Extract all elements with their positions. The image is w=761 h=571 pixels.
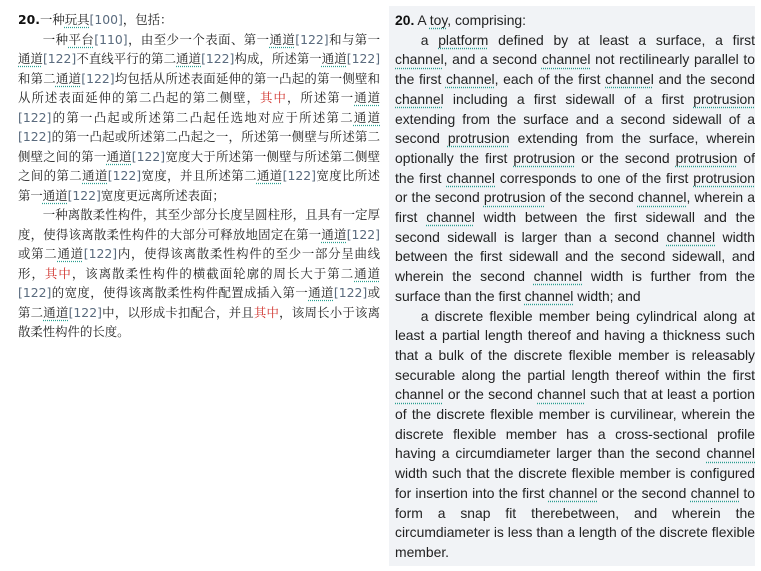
chinese-claim-panel (18, 10, 380, 342)
highlighted-term: protrusion (675, 149, 738, 166)
highlighted-term: channel (637, 189, 687, 206)
text-run: a discrete flexible member being cylindrical along at least a partial length thereof and having a thickness such that a bulk of the discrete flexible member is releasably securable along the partial length thereof within the first (395, 307, 755, 383)
text-run: , comprising: (447, 12, 527, 28)
text-run: extending from the surface and a second sidewall of a second (395, 110, 755, 147)
highlighted-term: protrusion (513, 149, 576, 166)
text-run: 和与第一 (328, 31, 381, 47)
text-run: ，该离散柔性构件的横截面轮廓的周长大于第二 (71, 265, 355, 281)
text-run: such that at least a portion of the discrete flexible member is curvilinear, wherein the discrete flexible member has a cross-sectional profile having a circumdiameter larger than the second (395, 386, 755, 462)
text-run: 宽度更远离所述表面； (100, 187, 225, 203)
highlighted-term: 通道 (42, 187, 68, 203)
highlighted-term: 通道 (18, 51, 43, 66)
chinese-claim-platform-paragraph (18, 30, 380, 206)
claim-number: 20. (18, 12, 40, 27)
text-run: defined by at least a surface, a first (488, 31, 755, 48)
text-run: 和第二 (18, 70, 56, 86)
reference-number: [100] (89, 12, 123, 27)
highlighted-term: protrusion (483, 189, 546, 206)
english-claim-platform-paragraph (395, 31, 755, 307)
reference-number: [122] (346, 51, 381, 66)
highlighted-term: channel (524, 287, 574, 304)
text-run: width such that the discrete flexible member is configured for insertion into the first (395, 465, 755, 501)
text-run: 中，以形成卡扣配合，并且 (101, 304, 254, 320)
highlighted-term: protrusion (693, 169, 755, 186)
highlighted-term: channel (537, 386, 586, 403)
highlighted-term: channel (541, 51, 591, 68)
highlighted-term: 通道 (55, 70, 82, 86)
highlighted-term: channel (426, 209, 475, 226)
highlighted-term: 通道 (354, 90, 381, 105)
text-run: 或第二 (18, 285, 381, 320)
reference-number: [122] (107, 168, 142, 183)
highlighted-term: 通道 (256, 168, 283, 183)
chinese-claim-member-paragraph (18, 205, 380, 342)
highlighted-term: 通道 (57, 246, 84, 261)
highlighted-term: 通道 (176, 51, 202, 66)
text-run: extending from the surface, wherein optionally the first (395, 130, 755, 166)
text-run: 的宽度，使得该离散柔性构件配置成插入第一 (51, 285, 309, 300)
text-run: including a first sidewall of a first (443, 90, 694, 107)
text-run: 的第一凸起或所述第二凸起任选地对应于所述第二 (51, 109, 354, 125)
highlighted-term: channel (395, 90, 444, 107)
text-run: ，所述第一 (286, 90, 355, 105)
highlighted-term: channel (548, 484, 598, 501)
highlighted-term: platform (438, 31, 489, 48)
emphasis-word: 其中 (44, 265, 72, 281)
text-run: 宽度大于所述第一侧壁与所述第二侧壁之间的第二 (18, 148, 381, 183)
text-run: 一种 (42, 31, 69, 47)
text-run: 或第二 (18, 246, 58, 261)
highlighted-term: channel (706, 445, 755, 462)
highlighted-term: 通道 (353, 109, 381, 125)
reference-number: [122] (131, 148, 166, 164)
text-run: ，包括： (122, 12, 173, 27)
emphasis-word: 其中 (253, 304, 280, 320)
text-run: and the second (653, 71, 755, 88)
highlighted-term: channel (666, 228, 716, 245)
text-run: of the first (395, 149, 755, 186)
highlighted-term: protrusion (447, 130, 510, 147)
text-run: A (414, 12, 430, 28)
reference-number: [122] (201, 51, 235, 66)
highlighted-term: protrusion (693, 90, 755, 107)
text-run: a (420, 31, 439, 48)
highlighted-term: channel (533, 268, 583, 285)
text-run: or the second (443, 386, 538, 403)
reference-number: [122] (282, 168, 316, 183)
highlighted-term: channel (605, 71, 654, 88)
english-claim-heading (395, 11, 755, 31)
text-run: or the second (597, 484, 691, 501)
highlighted-term: channel (690, 484, 740, 501)
text-run: width; and (573, 287, 641, 304)
highlighted-term: 通道 (308, 285, 334, 300)
text-run: 一种离散柔性构件，其至少部分长度呈圆柱形，且具有一定厚度，使得该离散柔性构件的大部分可释放地固定在第一 (18, 207, 380, 242)
claim-number: 20. (395, 12, 415, 28)
reference-number: [122] (18, 285, 52, 300)
highlighted-term: 通道 (269, 31, 296, 47)
highlighted-term: channel (446, 169, 495, 186)
reference-number: [122] (18, 129, 52, 144)
highlighted-term: 通道 (106, 148, 132, 164)
text-run: ，由至少一个表面、第一 (127, 31, 270, 47)
text-run: or the second (395, 189, 484, 206)
text-run: , each of the first (494, 71, 606, 88)
text-run: 的第一凸起或所述第二凸起之一，所述第一侧壁与所述第二侧壁之间的第一 (18, 129, 380, 164)
text-run: 内，使得该离散柔性构件的至少一部分呈曲线形， (18, 246, 381, 281)
reference-number: [122] (67, 187, 101, 203)
highlighted-term: 通道 (43, 304, 69, 320)
reference-number: [122] (346, 226, 381, 242)
reference-number: [122] (295, 31, 329, 47)
highlighted-term: toy (429, 12, 448, 28)
text-run: 一种 (39, 12, 65, 27)
text-run: width between the first sidewall and the second sidewall is larger than a second (395, 209, 755, 245)
text-run: width between the first sidewall and the second sidewall, and wherein the second (395, 228, 755, 285)
highlighted-term: channel (445, 71, 495, 88)
reference-number: [122] (42, 51, 77, 66)
english-claim-member-paragraph (395, 307, 755, 563)
highlighted-term: channel (395, 386, 444, 403)
reference-number: [122] (68, 304, 102, 320)
text-run: 构成，所述第一 (234, 51, 322, 66)
reference-number: [110] (94, 31, 128, 47)
highlighted-term: 通道 (82, 168, 108, 183)
highlighted-term: channel (395, 51, 444, 68)
text-run: ，该周长小于该离散柔性构件的长度。 (18, 304, 381, 339)
emphasis-word: 其中 (260, 90, 287, 105)
reference-number: [122] (333, 285, 368, 300)
text-run: not rectilinearly parallel to the first (395, 51, 755, 88)
highlighted-term: 通道 (354, 265, 381, 281)
text-run: corresponds to one of the first (495, 169, 694, 186)
highlighted-term: 平台 (68, 31, 95, 47)
text-run: , and a second (443, 51, 542, 68)
highlighted-term: 通道 (321, 226, 347, 242)
reference-number: [122] (83, 246, 118, 261)
chinese-claim-heading (18, 10, 380, 30)
reference-number: [122] (81, 70, 115, 86)
text-run: of the second (545, 189, 638, 206)
text-run: 均包括从所述表面延伸的第一凸起的第一侧壁和从所述表面延伸的第二凸起的第二侧壁， (18, 70, 381, 105)
text-run: width is further from the surface than the first (395, 268, 755, 304)
text-run: to form a snap fit therebetween, and wherein the circumdiameter is less than a length of the discrete flexible member. (395, 484, 755, 560)
text-run: 不直线平行的第二 (76, 51, 177, 66)
reference-number: [122] (18, 109, 52, 125)
text-run: , wherein a first (395, 189, 755, 226)
text-run: 宽度比所述第一 (18, 168, 381, 203)
text-run: 宽度，并且所述第二 (141, 168, 257, 183)
highlighted-term: 玩具 (64, 12, 90, 27)
highlighted-term: 通道 (321, 51, 347, 66)
text-run: or the second (575, 149, 676, 166)
english-claim-panel (389, 6, 755, 566)
